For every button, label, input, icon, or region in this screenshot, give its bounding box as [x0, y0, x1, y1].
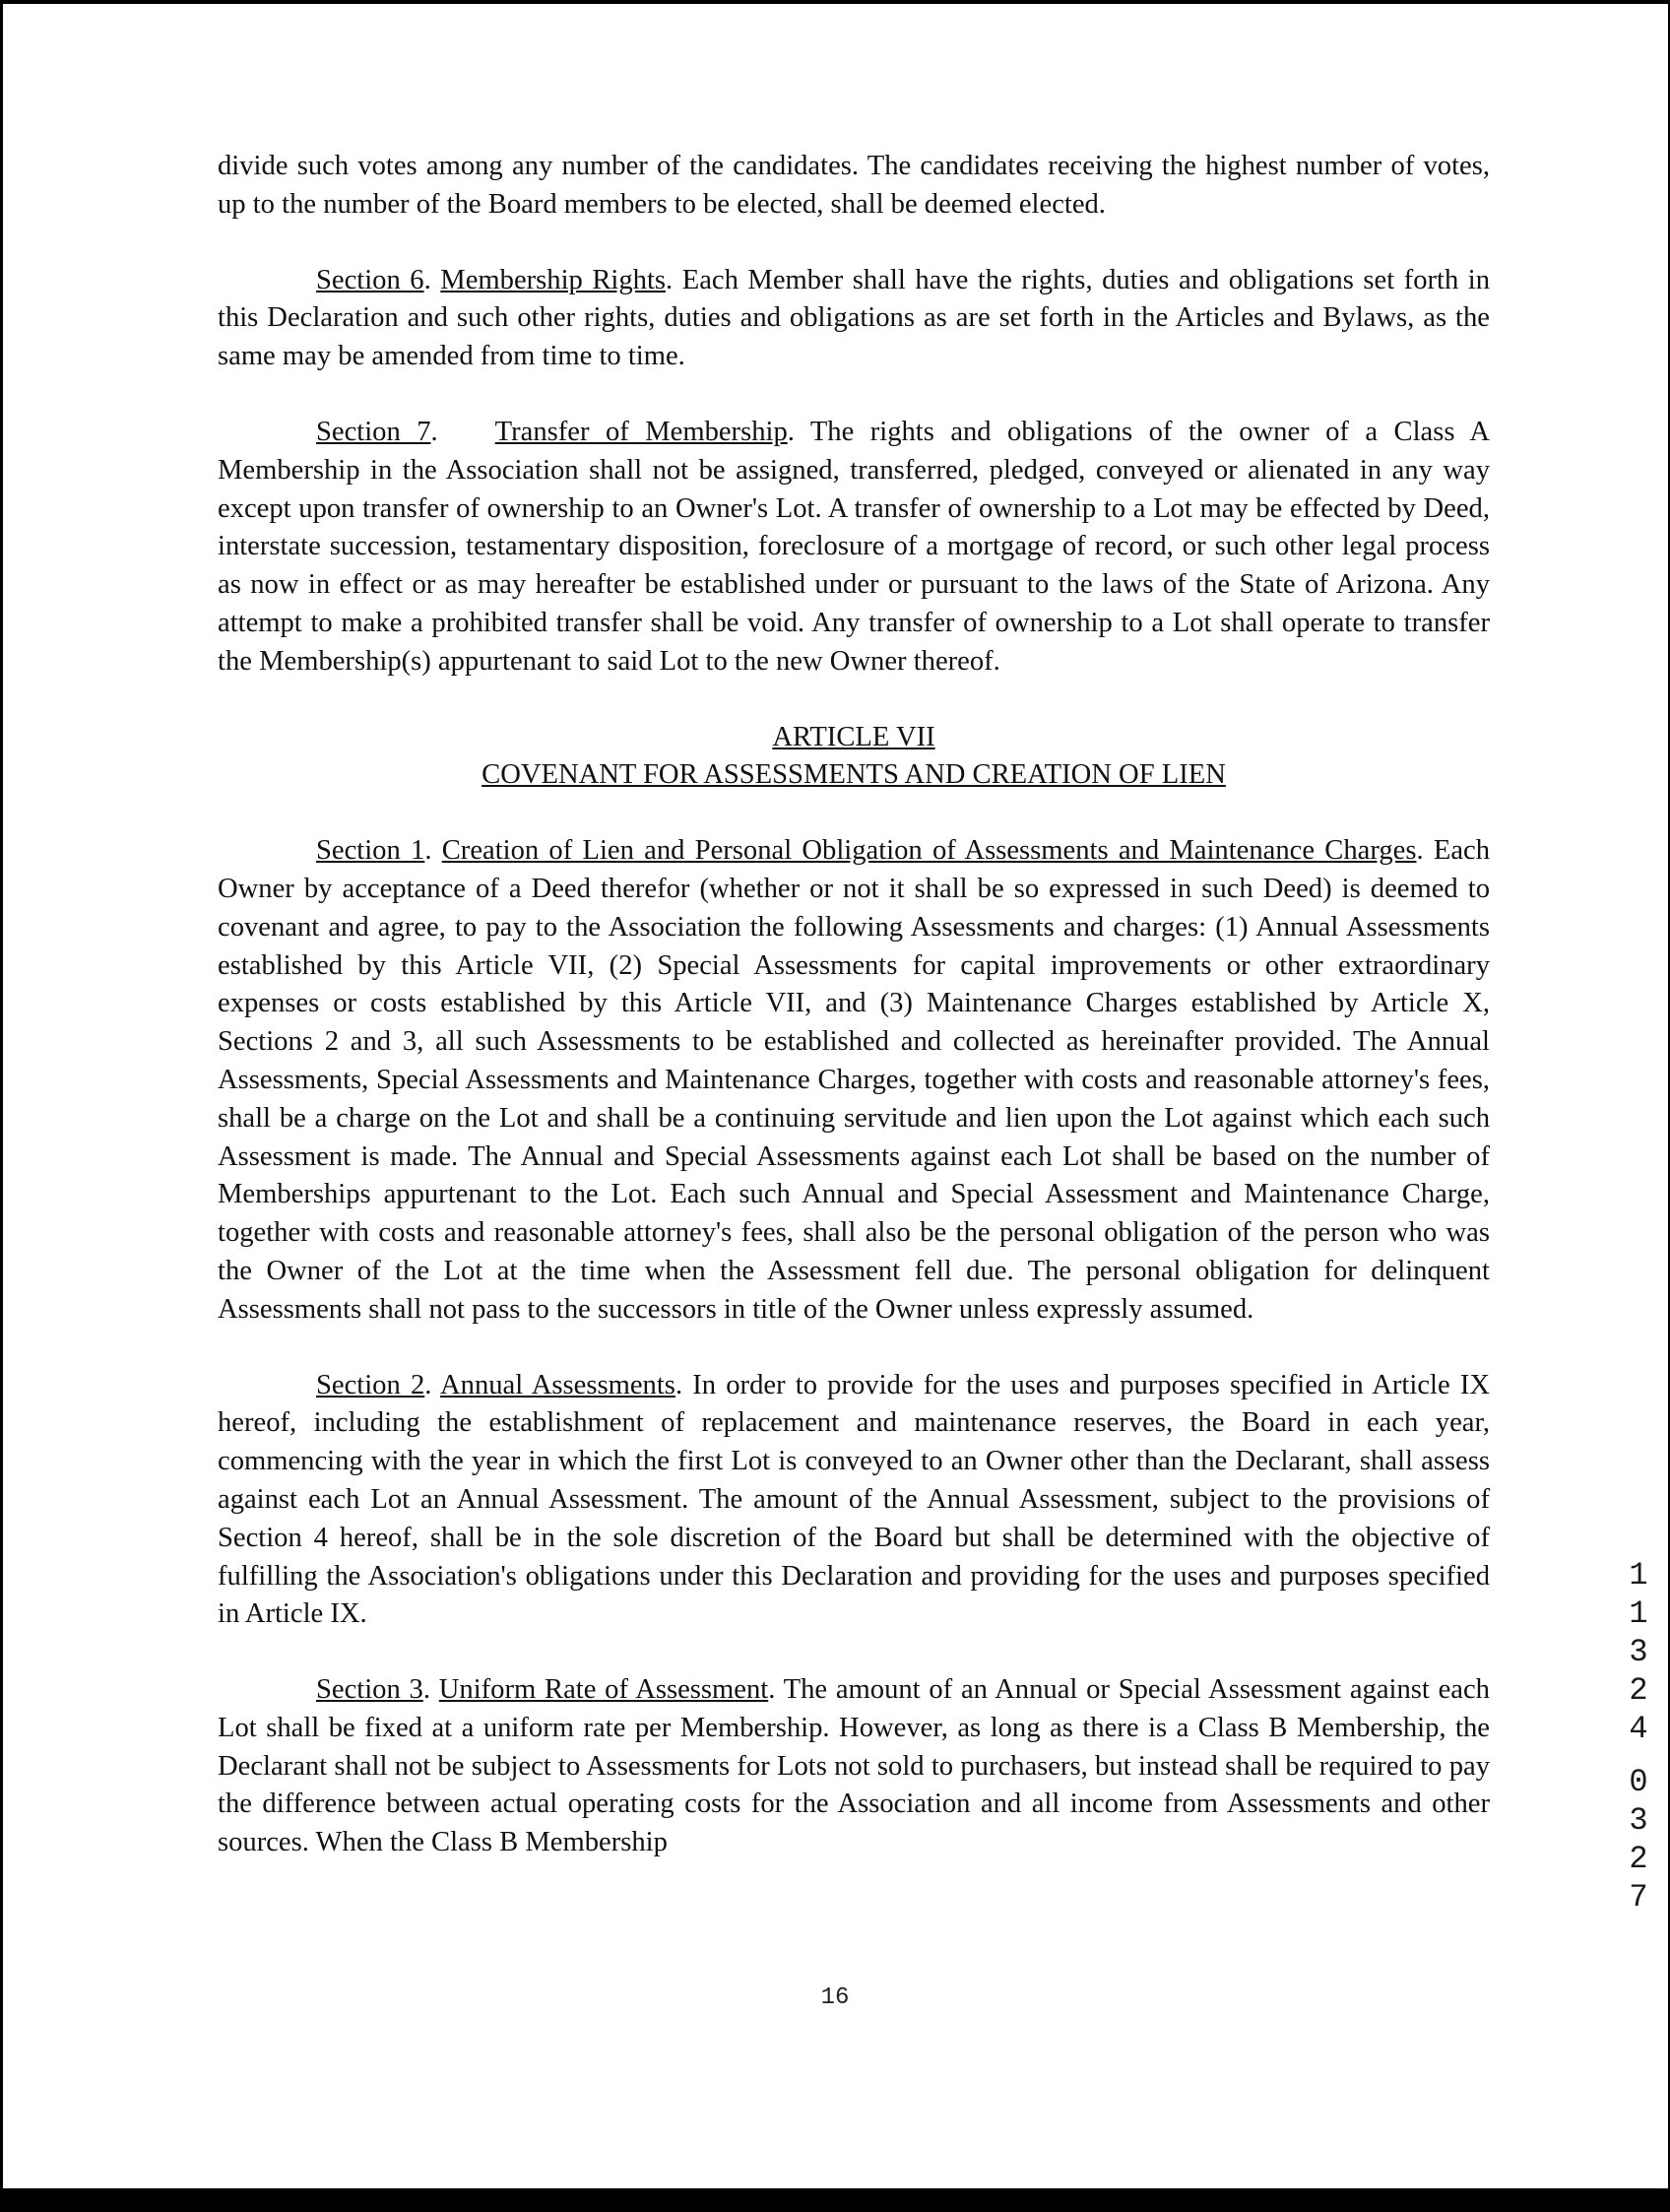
recording-stamp-upper — [1619, 1556, 1658, 1748]
document-body — [218, 148, 1490, 1900]
scan-edge-left — [0, 0, 3, 2212]
section-2-title: Annual Assessments — [440, 1369, 675, 1400]
stamp-digit: 4 — [1629, 1711, 1648, 1747]
paragraph-continuation: divide such votes among any number of the candidates. The candidates receiving the highest number of votes, up to the number of the Board members to be elected, shall be deemed elected. — [218, 151, 1490, 220]
section-6-label: Section 6 — [316, 264, 424, 295]
section-1-paragraph: Section 1. Creation of Lien and Personal Obligation of Assessments and Maintenance Charges. Each Owner by acceptance of a Deed therefor (whether or not it shall be so expressed in such Deed) is deemed to covenant and agree, to pay to the Association the following Assessments and charges: (1) Annual Assessments established by this Article VII, (2) Special Assessments for capital improvements or other extraordinary expenses or costs established by this Article VII, and (3) Maintenance Charges established by Article X, Sections 2 and 3, all such Assessments to be established and collected as hereinafter provided. The Annual Assessments, Special Assessments and Maintenance Charges, together with costs and reasonable attorney's fees, shall be a charge on the Lot and shall be a continuing servitude and lien upon the Lot against which each such Assessment is made. The Annual and Special Assessments against each Lot shall be based on the number of Memberships appurtenant to the Lot. Each such Annual and Special Assessment and Maintenance Charge, together with costs and reasonable attorney's fees, shall also be the personal obligation of the person who was the Owner of the Lot at the time when the Assessment fell due. The personal obligation for delinquent Assessments shall not pass to the successors in title of the Owner unless expressly assumed. — [218, 835, 1491, 1325]
article-number: ARTICLE VII — [772, 721, 935, 752]
section-2-paragraph: Section 2. Annual Assessments. In order to provide for the uses and purposes specified in Article IX hereof, including the establishment of replacement and maintenance reserves, the Board in each year, commencing with the year in which the first Lot is conveyed to an Owner other than the Declarant, shall assess against each Lot an Annual Assessment. The amount of the Annual Assessment, subject to the provisions of Section 4 hereof, shall be in the sole discretion of the Board but shall be determined with the objective of fulfilling the Association's obligations under this Declaration and providing for the uses and purposes specified in Article IX. — [218, 1369, 1490, 1630]
article-title: COVENANT FOR ASSESSMENTS AND CREATION OF LIEN — [482, 759, 1226, 791]
section-1-title: Creation of Lien and Personal Obligation of Assessments and Maintenance Charges — [441, 835, 1417, 867]
section-7-text: The rights and obligations of the owner of a Class A Membership in the Association shall not be assigned, transferred, pledged, conveyed or alienated in any way except upon transfer of ownership to an Owner's Lot. A transfer of ownership to a Lot may be effected by Deed, interstate succession, testamentary disposition, foreclosure of a mortgage of record, or such other legal process as now in effect or as may hereafter be established under or pursuant to the laws of the State of Arizona. Any attempt to make a prohibited transfer shall be void. Any transfer of ownership to a Lot shall operate to transfer the Membership(s) appurtenant to said Lot to the new Owner thereof. — [218, 416, 1491, 677]
section-2-text: In order to provide for the uses and purposes specified in Article IX hereof, including the establishment of replacement and maintenance reserves, the Board in each year, commencing with the year in which the first Lot is conveyed to an Owner other than the Declarant, shall assess against each Lot an Annual Assessment. The amount of the Annual Assessment, subject to the provisions of Section 4 hereof, shall be in the sole discretion of the Board but shall be determined with the objective of fulfilling the Association's obligations under this Declaration and providing for the uses and purposes specified in Article IX. — [218, 1369, 1490, 1630]
stamp-digit: 3 — [1629, 1802, 1648, 1839]
stamp-digit: 2 — [1629, 1672, 1648, 1709]
section-3-title: Uniform Rate of Assessment — [438, 1674, 769, 1706]
scan-edge-top — [0, 0, 1670, 4]
page-number: 16 — [820, 1984, 850, 2011]
stamp-digit: 2 — [1629, 1841, 1648, 1877]
stamp-digit: 7 — [1629, 1879, 1648, 1916]
section-3-text: The amount of an Annual or Special Assessment against each Lot shall be fixed at a uniform rate per Membership. However, as long as there is a Class B Membership, the Declarant shall not be subject to Assessments for Lots not sold to purchasers, but instead shall be required to pay the difference between actual operating costs for the Association and all income from Assessments and other sources. When the Class B Membership — [218, 1674, 1490, 1858]
section-3-label: Section 3 — [316, 1674, 423, 1706]
article-heading — [218, 719, 1490, 796]
section-2-label: Section 2 — [316, 1369, 425, 1400]
stamp-digit: 0 — [1629, 1764, 1648, 1800]
section-6-text: Each Member shall have the rights, duties and obligations set forth in this Declaration and such other rights, duties and obligations as are set forth in the Articles and Bylaws, as the same may be amended from time to time. — [218, 264, 1491, 372]
recording-stamp-lower — [1619, 1763, 1658, 1917]
section-7-paragraph: Section 7. Transfer of Membership. The rights and obligations of the owner of a Class A Membership in the Association shall not be assigned, transferred, pledged, conveyed or alienated in any way except upon transfer of ownership to an Owner's Lot. A transfer of ownership to a Lot may be effected by Deed, interstate succession, testamentary disposition, foreclosure of a mortgage of record, or such other legal process as now in effect or as may hereafter be established under or pursuant to the laws of the State of Arizona. Any attempt to make a prohibited transfer shall be void. Any transfer of ownership to a Lot shall operate to transfer the Membership(s) appurtenant to said Lot to the new Owner thereof. — [218, 416, 1491, 677]
section-3-paragraph: Section 3. Uniform Rate of Assessment. The amount of an Annual or Special Assessment against each Lot shall be fixed at a uniform rate per Membership. However, as long as there is a Class B Membership, the Declarant shall not be subject to Assessments for Lots not sold to purchasers, but instead shall be required to pay the difference between actual operating costs for the Association and all income from Assessments and other sources. When the Class B Membership — [218, 1674, 1490, 1858]
section-7-title: Transfer of Membership — [494, 416, 788, 447]
section-7-label: Section 7 — [316, 416, 431, 447]
scan-edge-bottom — [0, 2188, 1670, 2212]
stamp-digit: 1 — [1629, 1557, 1648, 1594]
section-6-title: Membership Rights — [440, 264, 667, 295]
section-1-label: Section 1 — [316, 835, 425, 867]
stamp-digit: 3 — [1629, 1634, 1648, 1670]
section-1-text: Each Owner by acceptance of a Deed therefor (whether or not it shall be so expressed in such Deed) is deemed to covenant and agree, to pay to the Association the following Assessments and charges: (1) Annual Assessments established by this Article VII, (2) Special Assessments for capital improvements or other extraordinary expenses or costs established by this Article VII, and (3) Maintenance Charges established by Article X, Sections 2 and 3, all such Assessments to be established and collected as hereinafter provided. The Annual Assessments, Special Assessments and Maintenance Charges, together with costs and reasonable attorney's fees, shall be a charge on the Lot and shall be a continuing servitude and lien upon the Lot against which each such Assessment is made. The Annual and Special Assessments against each Lot shall be based on the number of Memberships appurtenant to the Lot. Each such Annual and Special Assessment and Maintenance Charge, together with costs and reasonable attorney's fees, shall also be the personal obligation of the person who was the Owner of the Lot at the time when the Assessment fell due. The personal obligation for delinquent Assessments shall not pass to the successors in title of the Owner unless expressly assumed. — [218, 835, 1491, 1325]
stamp-digit: 1 — [1629, 1595, 1648, 1632]
section-6-paragraph: Section 6. Membership Rights. Each Member shall have the rights, duties and obligations set forth in this Declaration and such other rights, duties and obligations as are set forth in the Articles and Bylaws, as the same may be amended from time to time. — [218, 264, 1491, 372]
